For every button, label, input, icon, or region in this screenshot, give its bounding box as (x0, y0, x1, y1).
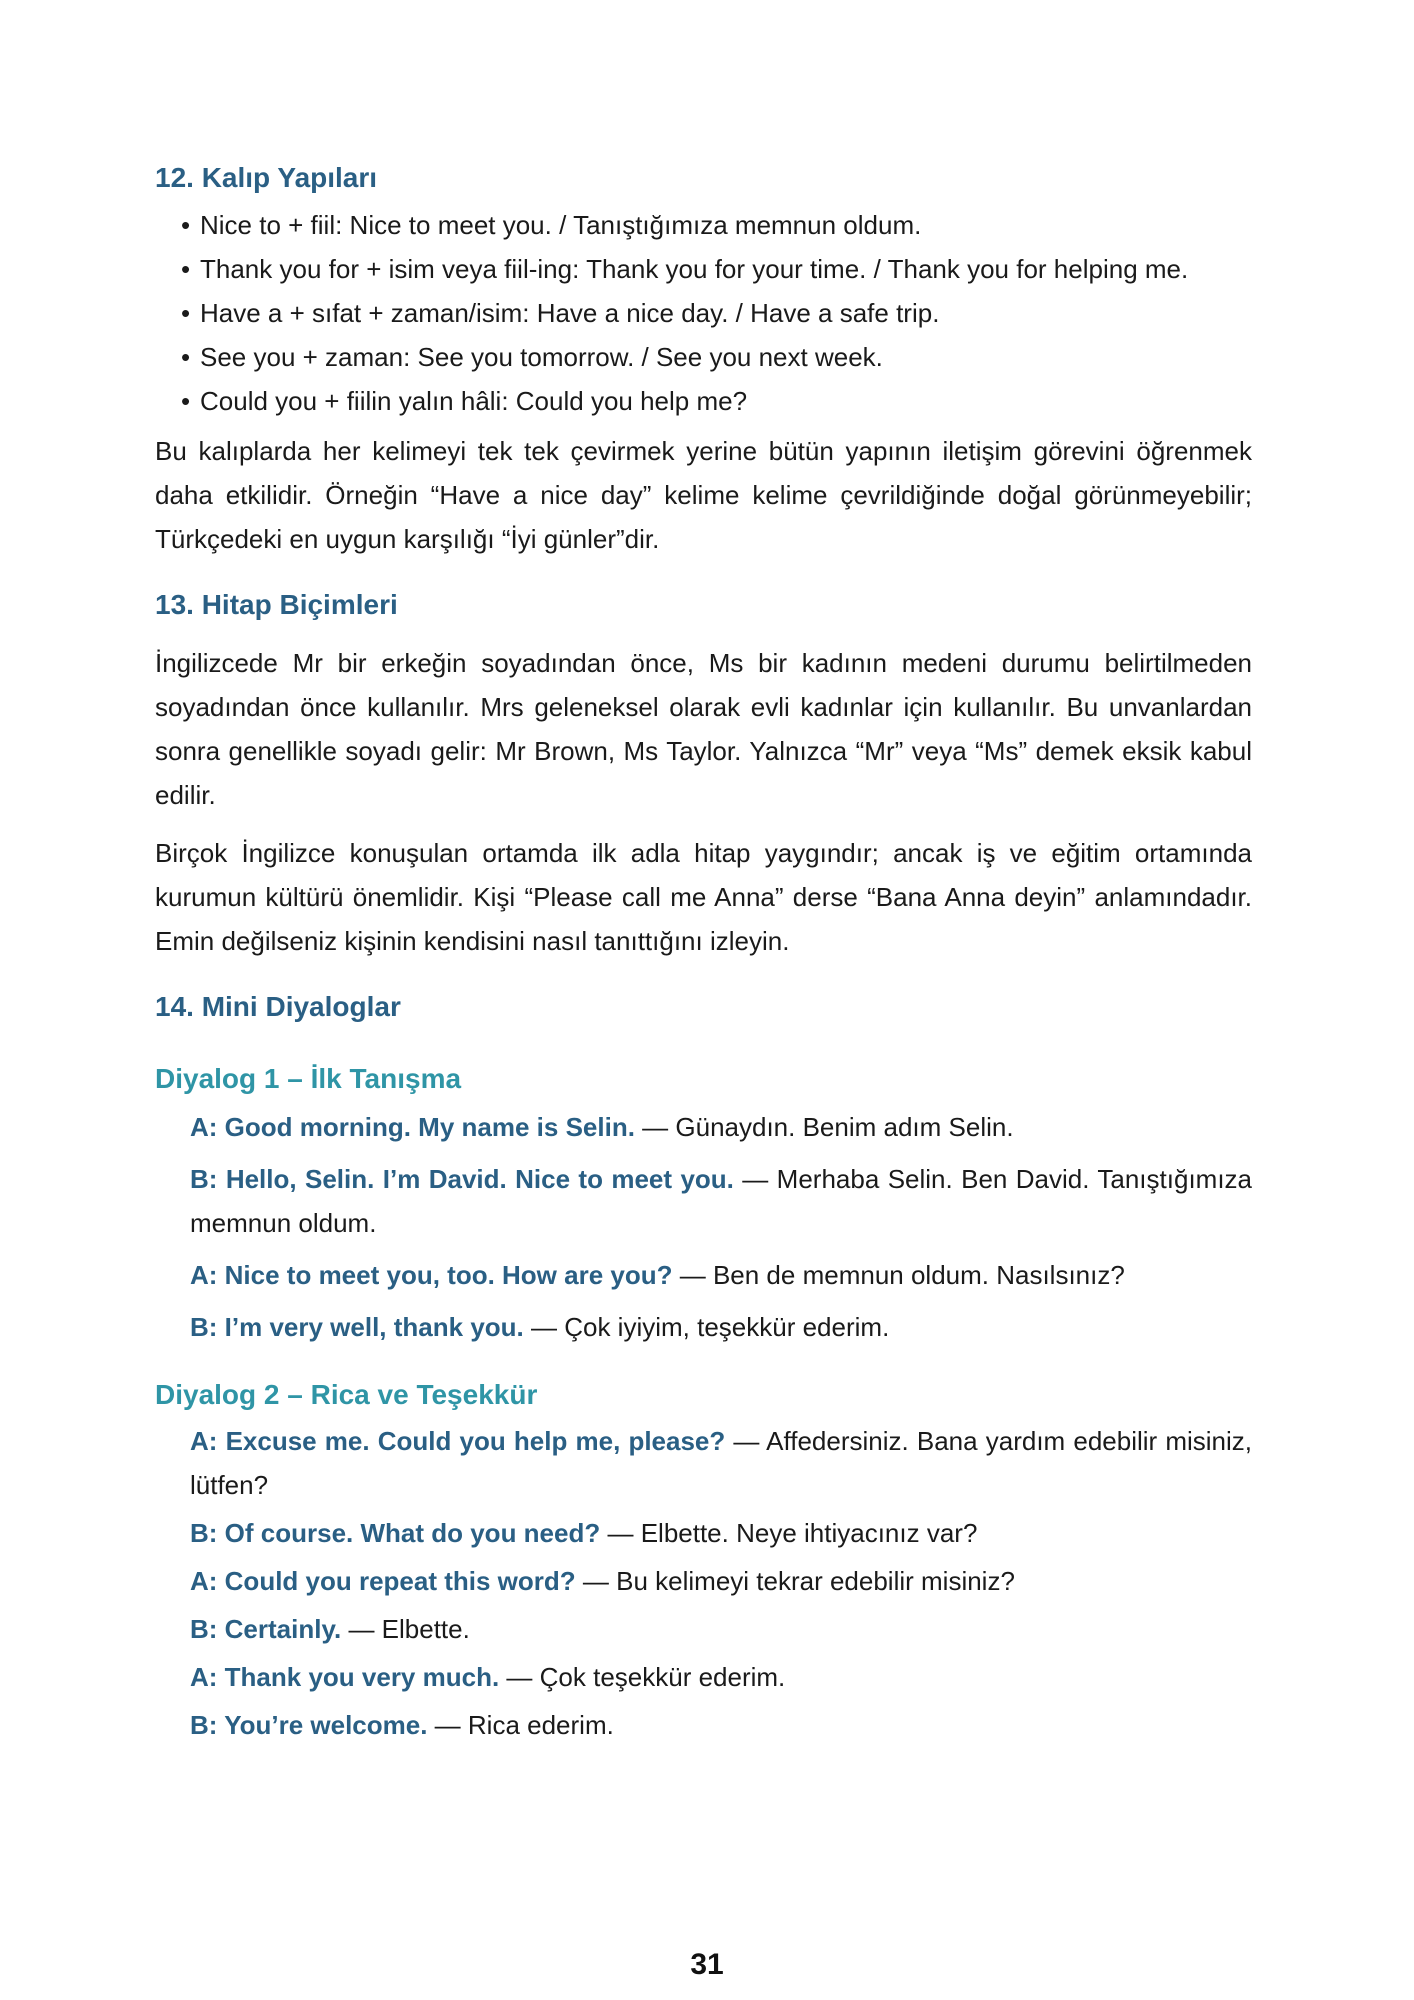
list-item: • Thank you for + isim veya fiil-ing: Thank you for your time. / Thank you for helping me. (155, 247, 1252, 291)
dialogue-2 (155, 1419, 1252, 1747)
english-line: A: Could you repeat this word? (190, 1566, 576, 1596)
dialogue-1 (155, 1105, 1252, 1349)
english-line: A: Excuse me. Could you help me, please? (190, 1426, 726, 1456)
turkish-translation: — Elbette. (341, 1614, 470, 1644)
paragraph: Bu kalıplarda her kelimeyi tek tek çevirmek yerine bütün yapının iletişim görevini öğrenmek daha etkilidir. Örneğin “Have a nice day” kelime kelime çevrildiğinde doğal görünmeyebilir; Türkçedeki en uygun karşılığı “İyi günler”dir. (155, 436, 1252, 554)
list-item: • Could you + fiilin yalın hâli: Could you help me? (155, 379, 1252, 423)
pattern-list (155, 203, 1252, 423)
page-content (155, 158, 1252, 1747)
dialogue-line (155, 1105, 1252, 1149)
english-line: A: Nice to meet you, too. How are you? (190, 1260, 673, 1290)
dialogue-title-1: Diyalog 1 – İlk Tanışma (155, 1063, 462, 1094)
page-number: 31 (690, 1948, 724, 1981)
dialogue-line (155, 1419, 1252, 1507)
paragraph: Birçok İngilizce konuşulan ortamda ilk adla hitap yaygındır; ancak iş ve eğitim ortamında kurumun kültürü önemlidir. Kişi “Please call me Anna” derse “Bana Anna deyin” anlamındadır. Emin değilseniz kişinin kendisini nasıl tanıttığını izleyin. (155, 838, 1252, 956)
turkish-translation: — Bu kelimeyi tekrar edebilir misiniz? (575, 1566, 1015, 1596)
english-line: B: Of course. What do you need? (190, 1518, 601, 1548)
english-line: B: You’re welcome. (190, 1710, 428, 1740)
dialogue-line (155, 1157, 1252, 1245)
dialogue-line (155, 1253, 1252, 1297)
section-heading-12: 12. Kalıp Yapıları (155, 162, 378, 193)
list-item: • Have a + sıfat + zaman/isim: Have a nice day. / Have a safe trip. (155, 291, 1252, 335)
turkish-translation: — Çok teşekkür ederim. (499, 1662, 786, 1692)
section-heading-14: 14. Mini Diyaloglar (155, 991, 401, 1022)
english-line: A: Good morning. My name is Selin. (190, 1112, 635, 1142)
list-item: • Nice to + fiil: Nice to meet you. / Tanıştığımıza memnun oldum. (155, 203, 1252, 247)
dialogue-line (155, 1511, 1252, 1555)
paragraph: İngilizcede Mr bir erkeğin soyadından önce, Ms bir kadının medeni durumu belirtilmeden soyadından önce kullanılır. Mrs geleneksel olarak evli kadınlar için kullanılır. Bu unvanlardan sonra genellikle soyadı gelir: Mr Brown, Ms Taylor. Yalnızca “Mr” veya “Ms” demek eksik kabul edilir. (155, 648, 1252, 810)
dialogue-line (155, 1655, 1252, 1699)
dialogue-line (155, 1559, 1252, 1603)
list-item: • See you + zaman: See you tomorrow. / See you next week. (155, 335, 1252, 379)
english-line: B: Hello, Selin. I’m David. Nice to meet you. (190, 1164, 734, 1194)
dialogue-line (155, 1703, 1252, 1747)
english-line: A: Thank you very much. (190, 1662, 500, 1692)
turkish-translation: — Çok iyiyim, teşekkür ederim. (523, 1312, 890, 1342)
section-heading-13: 13. Hitap Biçimleri (155, 589, 398, 620)
english-line: B: Certainly. (190, 1614, 342, 1644)
turkish-translation: — Günaydın. Benim adım Selin. (634, 1112, 1014, 1142)
dialogue-title-2: Diyalog 2 – Rica ve Teşekkür (155, 1379, 538, 1410)
turkish-translation: — Merhaba Selin. Ben David. Tanıştığımıza memnun oldum. (190, 1164, 1253, 1238)
dialogue-line (155, 1305, 1252, 1349)
turkish-translation: — Ben de memnun oldum. Nasılsınız? (672, 1260, 1125, 1290)
turkish-translation: — Affedersiniz. Bana yardım edebilir misiniz, lütfen? (190, 1426, 1253, 1500)
dialogue-line (155, 1607, 1252, 1651)
english-line: B: I’m very well, thank you. (190, 1312, 524, 1342)
turkish-translation: — Elbette. Neye ihtiyacınız var? (600, 1518, 978, 1548)
turkish-translation: — Rica ederim. (427, 1710, 614, 1740)
